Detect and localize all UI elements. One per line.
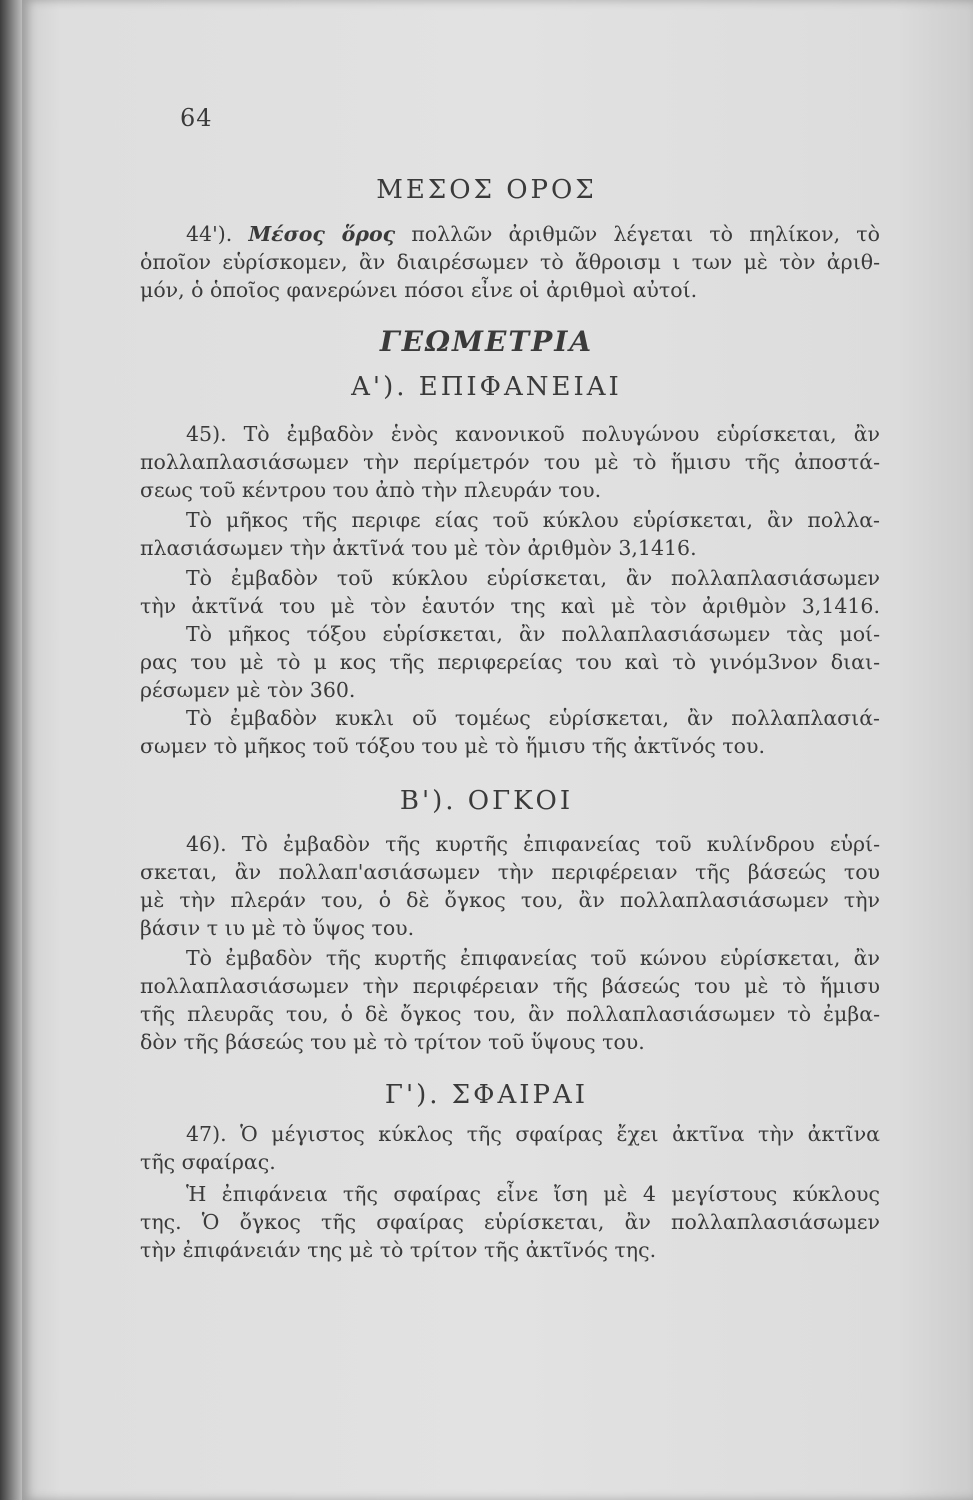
paragraph-line: δὸν τῆς βάσεώς του μὲ τὸ τρίτον τοῦ ὕψους του.: [140, 1030, 645, 1054]
paragraph-line: Ἡ ἐπιφάνεια τῆς σφαίρας εἶνε ἴση μὲ 4 μεγίστους κύκλους: [186, 1182, 880, 1206]
paragraph-line: 45). Τὸ ἐμβαδὸν ἑνὸς κανονικοῦ πολυγώνου εὑρίσκεται, ἂν: [186, 422, 880, 446]
paragraph-44: [140, 220, 880, 304]
paragraph-epifaneia-sfairas: [140, 1180, 880, 1264]
paragraph-line-text: πολλῶν ἀριθμῶν λέγεται τὸ πηλίκον, τὸ: [411, 222, 880, 246]
paragraph-number: 44').: [186, 222, 233, 246]
paragraph-line: Τὸ ἐμβαδὸν κυκλι οῦ τομέως εὑρίσκεται, ἂν πολλαπλασιά-: [186, 706, 880, 730]
paragraph-line: τὴν ἀκτῖνά του μὲ τὸν ἑαυτόν της καὶ μὲ τὸν ἀριθμὸν 3,1416.: [140, 594, 880, 618]
paragraph-line: πολλαπλασιάσωμεν τὴν περιφέρειαν τῆς βάσεώς του μὲ τὸ ἥμισυ: [140, 974, 880, 998]
paragraph-konou: [140, 944, 880, 1056]
paragraph-line: ὁποῖον εὑρίσκομεν, ἂν διαιρέσωμεν τὸ ἄθροισμ ι των μὲ τὸν ἀριθ-: [140, 250, 880, 274]
paragraph-line: πλασιάσωμεν τὴν ἀκτῖνά του μὲ τὸν ἀριθμὸν 3,1416.: [140, 536, 697, 560]
paragraph-emvadon-kyklou: [140, 564, 880, 620]
paragraph-line: Τὸ μῆκος τόξου εὑρίσκεται, ἂν πολλαπλασιάσωμεν τὰς μοί-: [186, 622, 880, 646]
paragraph-line: ρας του μὲ τὸ μ κος τῆς περιφερείας του καὶ τὸ γινόμ3νον διαι-: [140, 650, 880, 674]
paragraph-line: Τὸ μῆκος τῆς περιφε είας τοῦ κύκλου εὑρίσκεται, ἂν πολλα-: [186, 508, 880, 532]
paragraph-47: [140, 1120, 880, 1176]
paragraph-line: [140, 220, 880, 248]
heading-epifaneiai: Α'). ΕΠΙΦΑΝΕΙΑΙ: [351, 372, 622, 402]
page-number: 64: [180, 104, 213, 132]
paragraph-line: 47). Ὁ μέγιστος κύκλος τῆς σφαίρας ἔχει ἀκτῖνα τὴν ἀκτῖνα: [186, 1122, 880, 1146]
heading-geometria: ΓΕΩΜΕΤΡΙΑ: [379, 325, 594, 358]
paragraph-line: μόν, ὁ ὁποῖος φανερώνει πόσοι εἶνε οἱ ἀριθμοὶ αὐτοί.: [140, 278, 698, 302]
paragraph-line: της. Ὁ ὄγκος τῆς σφαίρας εὑρίσκεται, ἂν πολλαπλασιάσωμεν: [140, 1210, 880, 1234]
defined-term: Μέσος ὅρος: [248, 222, 396, 246]
heading-sfairai: Γ'). ΣΦΑΙΡΑΙ: [384, 1080, 589, 1110]
paragraph-line: σκεται, ἂν πολλαπ'ασιάσωμεν τὴν περιφέρειαν τῆς βάσεώς του: [140, 860, 880, 884]
paragraph-line: Τὸ ἐμβαδὸν τῆς κυρτῆς ἐπιφανείας τοῦ κώνου εὑρίσκεται, ἂν: [186, 946, 880, 970]
paragraph-line: μὲ τὴν πλεράν του, ὁ δὲ ὄγκος του, ἂν πολλαπλασιάσωμεν τὴν: [140, 888, 880, 912]
paragraph-line: τῆς πλευρᾶς του, ὁ δὲ ὄγκος του, ἂν πολλαπλασιάσωμεν τὸ ἐμβα-: [140, 1002, 880, 1026]
paragraph-46: [140, 830, 880, 942]
paragraph-line: ρέσωμεν μὲ τὸν 360.: [140, 678, 356, 702]
paragraph-line: βάσιν τ ιυ μὲ τὸ ὕψος του.: [140, 916, 415, 940]
paragraph-line: Τὸ ἐμβαδὸν τοῦ κύκλου εὑρίσκεται, ἂν πολλαπλασιάσωμεν: [186, 566, 880, 590]
heading-ogkoi: Β'). ΟΓΚΟΙ: [399, 786, 574, 816]
paragraph-line: 46). Τὸ ἐμβαδὸν τῆς κυρτῆς ἐπιφανείας τοῦ κυλίνδρου εὑρί-: [186, 832, 880, 856]
paragraph-45: [140, 420, 880, 504]
paragraph-kyklikou-tomeos: [140, 704, 880, 760]
paragraph-line: σωμεν τὸ μῆκος τοῦ τόξου του μὲ τὸ ἥμισυ τῆς ἀκτῖνός του.: [140, 734, 765, 758]
paragraph-line: τῆς σφαίρας.: [140, 1150, 276, 1174]
paragraph-line: σεως τοῦ κέντρου του ἀπὸ τὴν πλευράν του.: [140, 478, 602, 502]
heading-mesos-oros: ΜΕΣΟΣ ΟΡΟΣ: [376, 175, 597, 205]
paragraph-mikos-toxou: [140, 620, 880, 704]
book-spine-shadow: [0, 0, 22, 1500]
paragraph-line: πολλαπλασιάσωμεν τὴν περίμετρόν του μὲ τὸ ἥμισυ τῆς ἀποστά-: [140, 450, 880, 474]
paragraph-mikos-periferias: [140, 506, 880, 562]
paragraph-line: τὴν ἐπιφάνειάν της μὲ τὸ τρίτον τῆς ἀκτῖνός της.: [140, 1238, 657, 1262]
